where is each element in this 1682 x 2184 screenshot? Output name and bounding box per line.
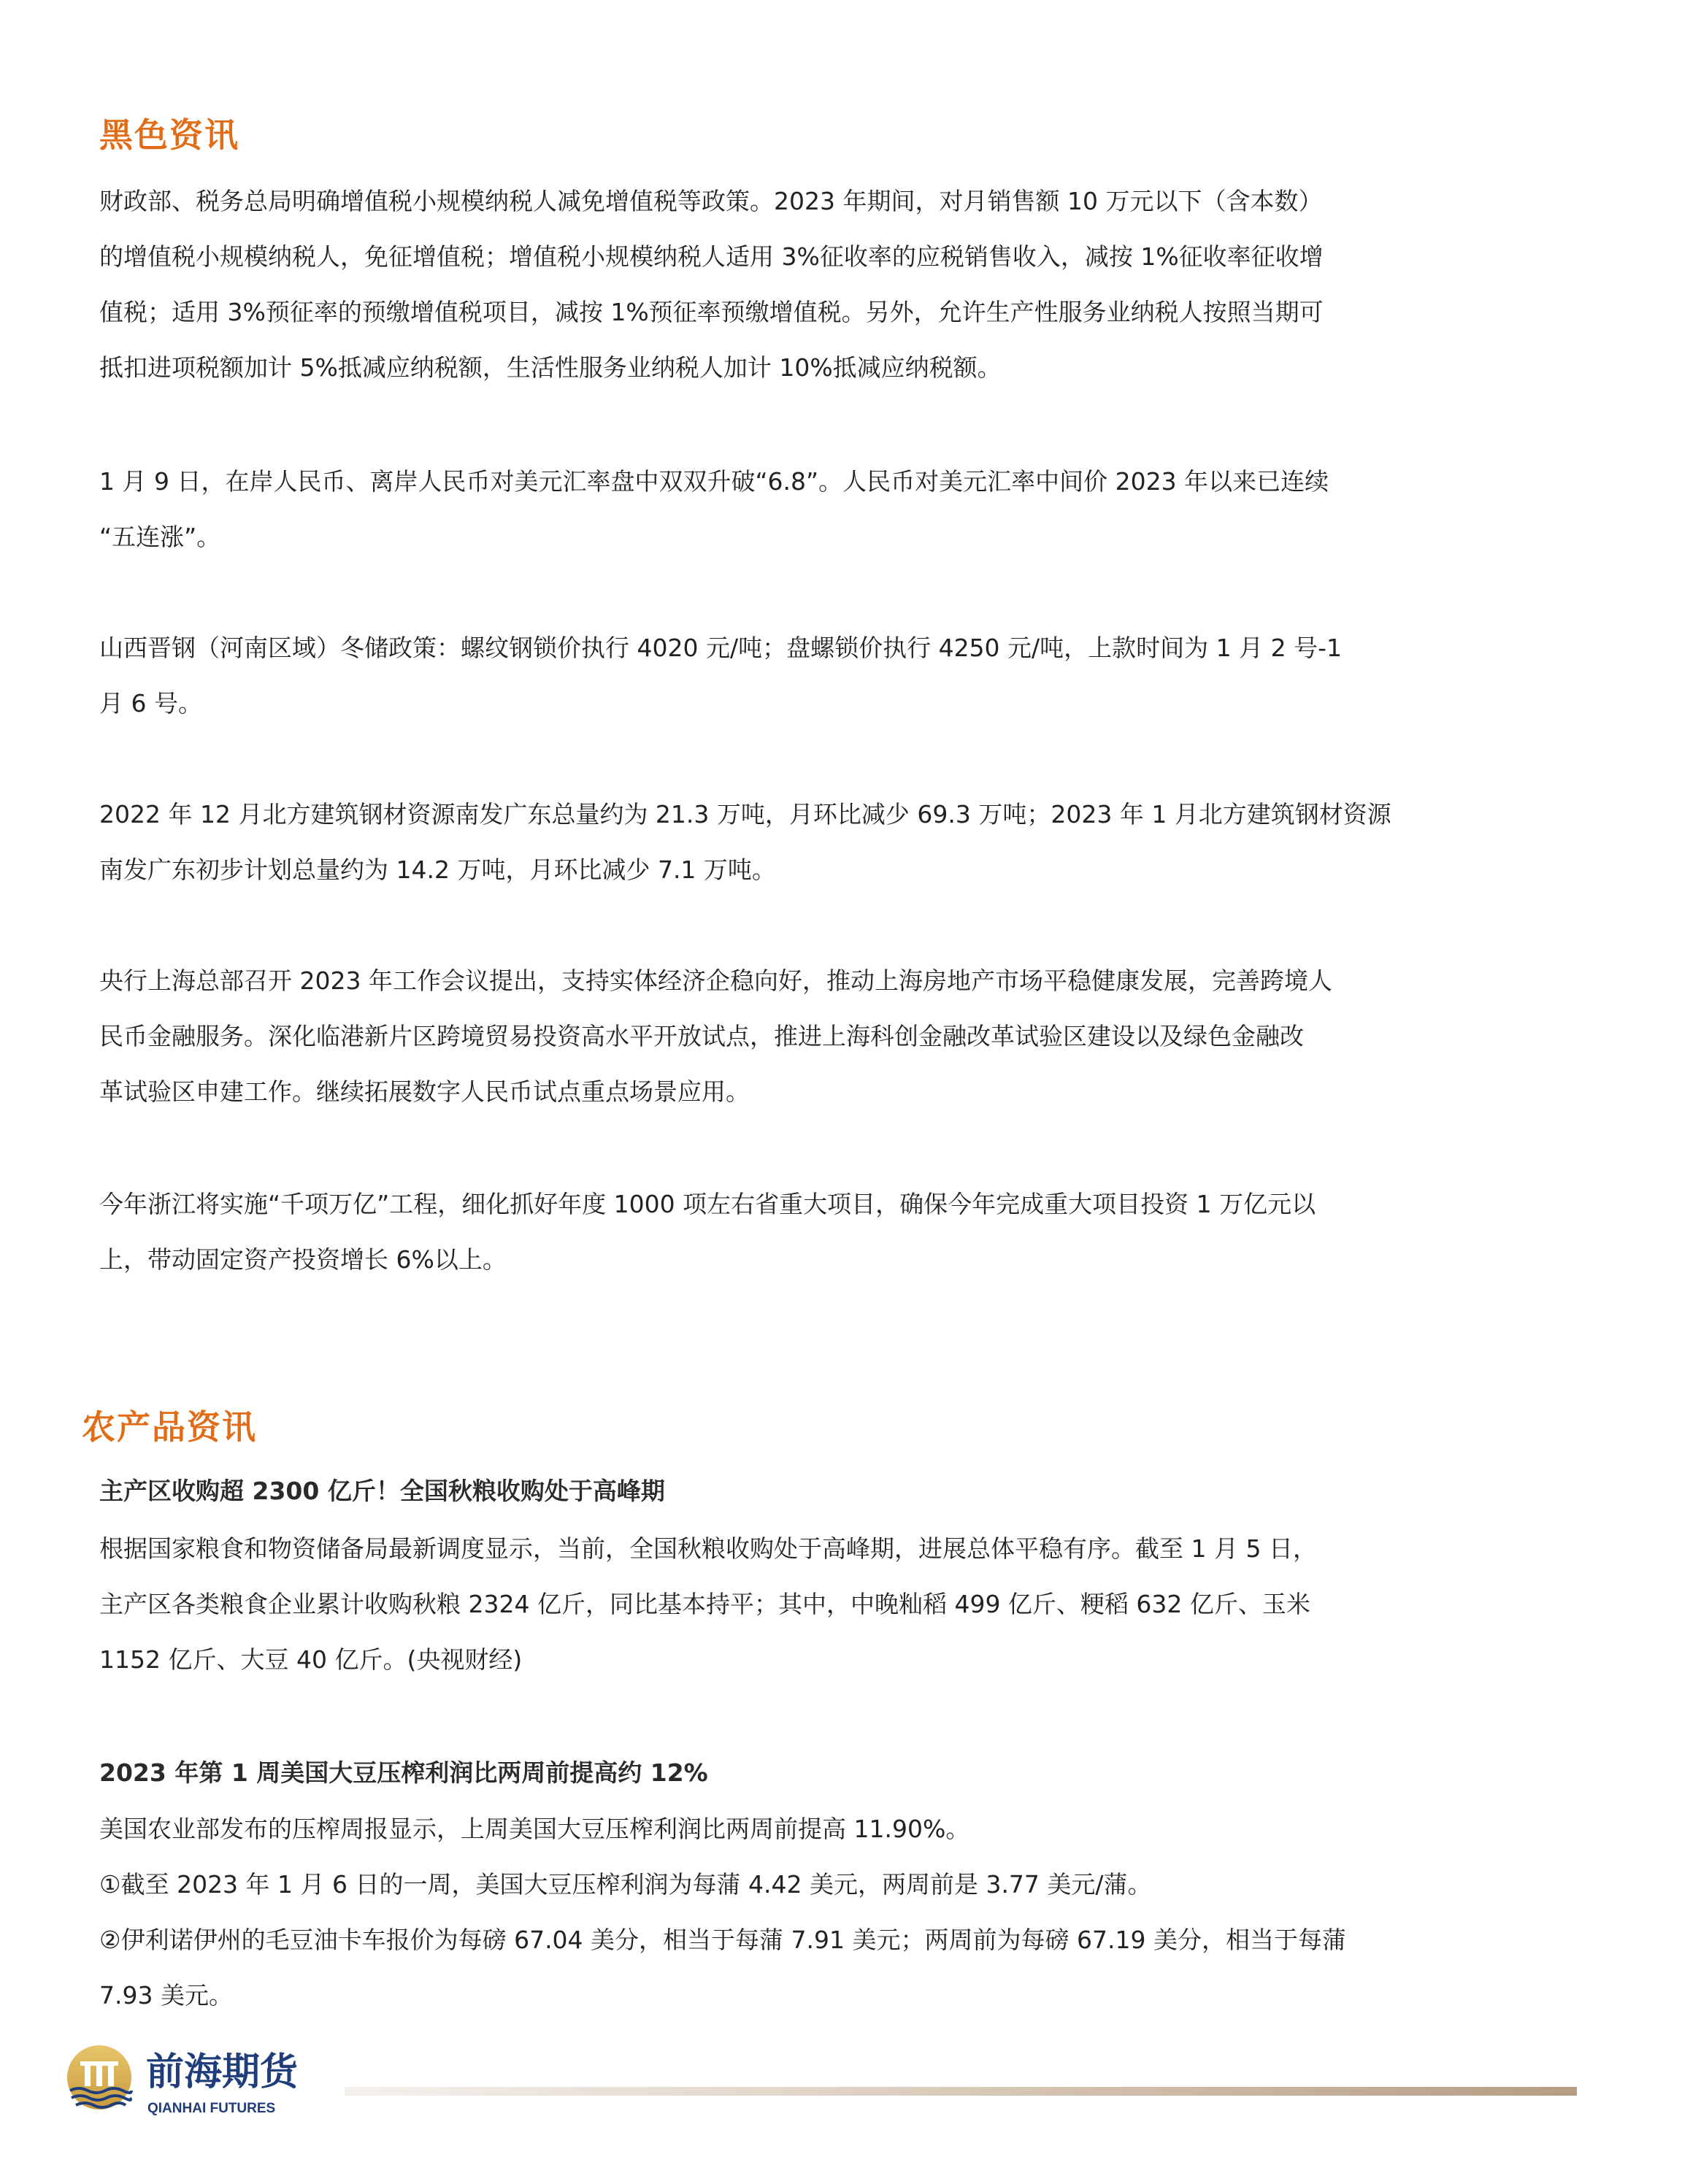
news-paragraph-1 <box>99 174 1559 396</box>
logo-en-text: QIANHAI FUTURES <box>147 2101 276 2116</box>
paragraph-line: 民币金融服务。深化临港新片区跨境贸易投资高水平开放试点，推进上海科创金融改革试验区建设以及绿色金融改 <box>99 1022 1304 1050</box>
paragraph-line: 革试验区申建工作。继续拓展数字人民币试点重点场景应用。 <box>99 1077 750 1106</box>
news-headline-2: 2023 年第 1 周美国大豆压榨利润比两周前提高约 12% <box>99 1758 708 1787</box>
paragraph-line: 今年浙江将实施“千项万亿”工程，细化抓好年度 1000 项左右省重大项目，确保今年完成重大项目投资 1 万亿元以 <box>99 1190 1316 1218</box>
section-title-black: 黑色资讯 <box>99 115 239 155</box>
section-title-agri: 农产品资讯 <box>82 1407 257 1447</box>
news-headline-1: 主产区收购超 2300 亿斤！全国秋粮收购处于高峰期 <box>99 1477 665 1505</box>
paragraph-line: ①截至 2023 年 1 月 6 日的一周，美国大豆压榨利润为每蒲 4.42 美元，两周前是 3.77 美元/蒲。 <box>99 1870 1152 1899</box>
paragraph-line: 7.93 美元。 <box>99 1981 233 2010</box>
paragraph-line: 主产区各类粮食企业累计收购秋粮 2324 亿斤，同比基本持平；其中，中晚籼稻 499 亿斤、粳稻 632 亿斤、玉米 <box>99 1590 1310 1618</box>
news-body-1 <box>99 1521 1559 1688</box>
footer-divider <box>345 2087 1577 2096</box>
paragraph-line: 的增值税小规模纳税人，免征增值税；增值税小规模纳税人适用 3%征收率的应税销售收入，减按 1%征收率征收增 <box>99 242 1324 271</box>
paragraph-line: 南发广东初步计划总量约为 14.2 万吨，月环比减少 7.1 万吨。 <box>99 855 776 884</box>
paragraph-line: 财政部、税务总局明确增值税小规模纳税人减免增值税等政策。2023 年期间，对月销售额 10 万元以下（含本数） <box>99 187 1323 215</box>
paragraph-line: 2022 年 12 月北方建筑钢材资源南发广东总量约为 21.3 万吨，月环比减少 69.3 万吨；2023 年 1 月北方建筑钢材资源 <box>99 800 1391 828</box>
paragraph-line: 抵扣进项税额加计 5%抵减应纳税额，生活性服务业纳税人加计 10%抵减应纳税额。 <box>99 353 1002 382</box>
paragraph-line: 根据国家粮食和物资储备局最新调度显示，当前，全国秋粮收购处于高峰期，进展总体平稳有序。截至 1 月 5 日， <box>99 1534 1317 1563</box>
logo-cn-text: 前海期货 <box>146 2050 299 2094</box>
news-paragraph-3 <box>99 620 1559 731</box>
company-logo <box>64 2039 327 2127</box>
paragraph-line: 美国农业部发布的压榨周报显示，上周美国大豆压榨利润比两周前提高 11.90%。 <box>99 1815 970 1843</box>
news-paragraph-4 <box>99 787 1559 898</box>
news-paragraph-2 <box>99 454 1559 565</box>
paragraph-line: 央行上海总部召开 2023 年工作会议提出，支持实体经济企稳向好，推动上海房地产市场平稳健康发展，完善跨境人 <box>99 966 1332 995</box>
news-paragraph-6 <box>99 1177 1559 1288</box>
qianhai-logo-icon <box>64 2039 327 2127</box>
paragraph-line: ②伊利诺伊州的毛豆油卡车报价为每磅 67.04 美分，相当于每蒲 7.91 美元；两周前为每磅 67.19 美分，相当于每蒲 <box>99 1926 1346 1954</box>
news-paragraph-5 <box>99 953 1559 1120</box>
paragraph-line: 山西晋钢（河南区域）冬储政策：螺纹钢锁价执行 4020 元/吨；盘螺锁价执行 4250 元/吨，上款时间为 1 月 2 号-1 <box>99 634 1343 662</box>
paragraph-line: 上，带动固定资产投资增长 6%以上。 <box>99 1245 507 1274</box>
paragraph-line: 月 6 号。 <box>99 689 202 718</box>
paragraph-line: “五连涨”。 <box>99 523 221 551</box>
paragraph-line: 1152 亿斤、大豆 40 亿斤。(央视财经) <box>99 1645 523 1674</box>
paragraph-line: 值税；适用 3%预征率的预缴增值税项目，减按 1%预征率预缴增值税。另外，允许生产性服务业纳税人按照当期可 <box>99 298 1324 326</box>
paragraph-line: 1 月 9 日，在岸人民币、离岸人民币对美元汇率盘中双双升破“6.8”。人民币对美元汇率中间价 2023 年以来已连续 <box>99 467 1329 496</box>
news-body-2 <box>99 1802 1559 2023</box>
